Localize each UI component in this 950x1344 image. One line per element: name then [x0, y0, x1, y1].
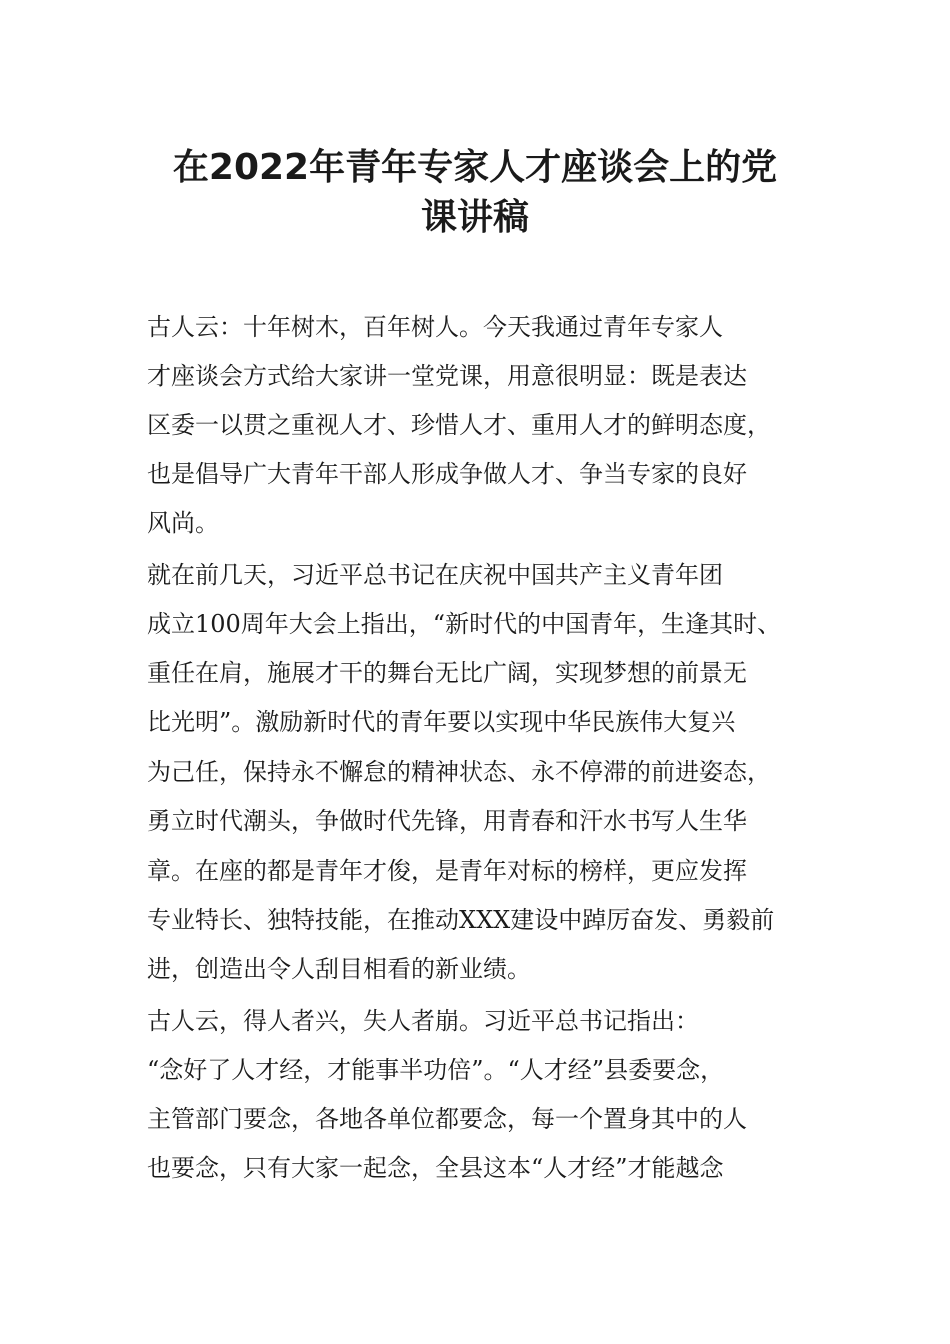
- body-line: 也是倡导广大青年干部人形成争做人才、争当专家的良好: [147, 460, 747, 488]
- body-line: 区委一以贯之重视人才、珍惜人才、重用人才的鲜明态度，: [147, 411, 771, 439]
- body-line: 风尚。: [147, 509, 219, 537]
- body-line: “念好了人才经，才能事半功倍”。“人才经”县委要念，: [147, 1056, 725, 1084]
- body-line: 才座谈会方式给大家讲一堂党课，用意很明显：既是表达: [147, 362, 747, 390]
- body-line: 主管部门要念，各地各单位都要念，每一个置身其中的人: [147, 1105, 747, 1133]
- body-line: 也要念，只有大家一起念，全县这本“人才经”才能越念: [147, 1154, 724, 1182]
- body-line: 古人云，得人者兴，失人者崩。习近平总书记指出：: [147, 1007, 699, 1035]
- body-line: 比光明”。激励新时代的青年要以实现中华民族伟大复兴: [147, 708, 736, 736]
- body-line: 章。在座的都是青年才俊，是青年对标的榜样，更应发挥: [147, 857, 747, 885]
- body-line: 古人云：十年树木，百年树人。今天我通过青年专家人: [147, 313, 723, 341]
- body-line: 为己任，保持永不懈怠的精神状态、永不停滞的前进姿态，: [147, 758, 771, 786]
- body-line: 专业特长、独特技能，在推动XXX建设中踔厉奋发、勇毅前: [147, 906, 775, 934]
- body-line: 进，创造出令人刮目相看的新业绩。: [147, 955, 531, 983]
- body-line: 重任在肩，施展才干的舞台无比广阔，实现梦想的前景无: [147, 659, 747, 687]
- body-line: 就在前几天，习近平总书记在庆祝中国共产主义青年团: [147, 561, 723, 589]
- document-title-line-2: 课讲稿: [420, 197, 529, 238]
- body-line: 勇立时代潮头，争做时代先锋，用青春和汗水书写人生华: [147, 807, 747, 835]
- body-line: 成立100周年大会上指出，“新时代的中国青年，生逢其时、: [147, 610, 782, 638]
- document-title-line-1: 在2022年青年专家人才座谈会上的党: [172, 147, 778, 188]
